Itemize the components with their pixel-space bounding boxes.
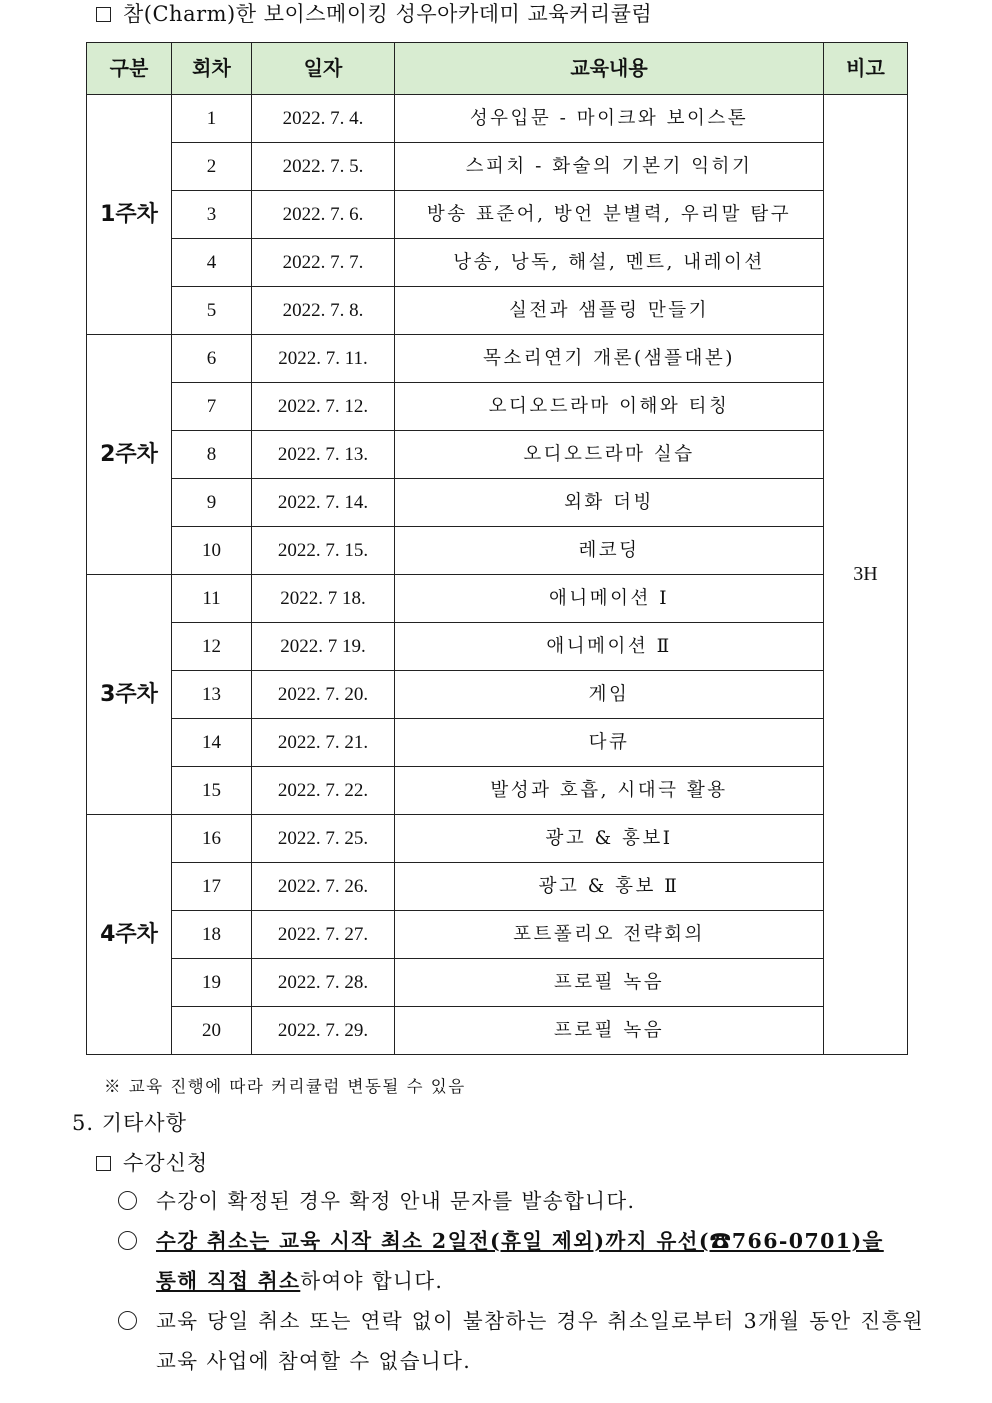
table-row — [87, 959, 908, 1007]
table-row — [87, 623, 908, 671]
session-content: 방송 표준어, 방언 분별력, 우리말 탐구 — [395, 191, 824, 239]
table-row — [87, 575, 908, 623]
session-date: 2022. 7. 14. — [252, 479, 395, 527]
session-number: 3 — [172, 191, 252, 239]
session-number: 4 — [172, 239, 252, 287]
session-number: 19 — [172, 959, 252, 1007]
cancel-policy-emphasis: 수강 취소는 교육 시작 최소 2일전(휴일 제외)까지 유선(☎766-0701)을 — [156, 1229, 884, 1253]
session-date: 2022. 7. 28. — [252, 959, 395, 1007]
table-row — [87, 1007, 908, 1055]
session-date: 2022. 7. 27. — [252, 911, 395, 959]
section-subtitle — [96, 1148, 208, 1178]
header-date: 일자 — [252, 43, 395, 95]
session-number: 17 — [172, 863, 252, 911]
session-content: 실전과 샘플링 만들기 — [395, 287, 824, 335]
session-content: 게임 — [395, 671, 824, 719]
table-row — [87, 911, 908, 959]
table-row — [87, 191, 908, 239]
table-row — [87, 671, 908, 719]
session-date: 2022. 7. 20. — [252, 671, 395, 719]
session-content: 프로필 녹음 — [395, 1007, 824, 1055]
curriculum-footnote: ※ 교육 진행에 따라 커리큘럼 변동될 수 있음 — [104, 1077, 466, 1096]
header-category: 구분 — [87, 43, 172, 95]
session-number: 5 — [172, 287, 252, 335]
session-number: 13 — [172, 671, 252, 719]
session-number: 9 — [172, 479, 252, 527]
session-number: 15 — [172, 767, 252, 815]
session-date: 2022. 7 19. — [252, 623, 395, 671]
table-row — [87, 815, 908, 863]
session-date: 2022. 7. 12. — [252, 383, 395, 431]
circle-bullet-icon — [118, 1311, 137, 1330]
session-content: 오디오드라마 실습 — [395, 431, 824, 479]
session-content: 낭송, 낭독, 해설, 멘트, 내레이션 — [395, 239, 824, 287]
table-row — [87, 719, 908, 767]
notice-text — [156, 1221, 924, 1301]
circle-bullet-icon — [118, 1231, 137, 1250]
remarks-cell: 3H — [824, 95, 908, 1055]
table-header-row — [87, 43, 908, 95]
session-date: 2022. 7. 21. — [252, 719, 395, 767]
session-date: 2022. 7. 4. — [252, 95, 395, 143]
session-number: 7 — [172, 383, 252, 431]
session-number: 16 — [172, 815, 252, 863]
session-content: 애니메이션 Ⅰ — [395, 575, 824, 623]
notice-text: 수강이 확정된 경우 확정 안내 문자를 발송합니다. — [156, 1189, 636, 1213]
square-bullet-icon — [96, 7, 111, 22]
session-date: 2022. 7. 25. — [252, 815, 395, 863]
session-content: 포트폴리오 전략회의 — [395, 911, 824, 959]
table-row — [87, 239, 908, 287]
session-content: 목소리연기 개론(샘플대본) — [395, 335, 824, 383]
circle-bullet-icon — [118, 1191, 137, 1210]
table-row — [87, 143, 908, 191]
header-session: 회차 — [172, 43, 252, 95]
week-label: 4주차 — [87, 815, 172, 1055]
notice-text: 교육 당일 취소 또는 연락 없이 불참하는 경우 취소일로부터 3개월 동안 진흥원 교육 사업에 참여할 수 없습니다. — [156, 1309, 924, 1373]
session-date: 2022. 7. 22. — [252, 767, 395, 815]
session-date: 2022. 7. 11. — [252, 335, 395, 383]
session-content: 광고 & 홍보 Ⅱ — [395, 863, 824, 911]
session-number: 10 — [172, 527, 252, 575]
session-number: 18 — [172, 911, 252, 959]
week-label: 3주차 — [87, 575, 172, 815]
week-label: 2주차 — [87, 335, 172, 575]
session-date: 2022. 7. 29. — [252, 1007, 395, 1055]
cancel-policy-rest: 하여야 합니다. — [300, 1269, 444, 1293]
table-row — [87, 287, 908, 335]
session-date: 2022. 7. 6. — [252, 191, 395, 239]
session-date: 2022. 7. 8. — [252, 287, 395, 335]
table-row — [87, 767, 908, 815]
table-row — [87, 431, 908, 479]
session-date: 2022. 7. 7. — [252, 239, 395, 287]
session-content: 오디오드라마 이해와 티칭 — [395, 383, 824, 431]
table-body — [87, 95, 908, 1055]
session-number: 14 — [172, 719, 252, 767]
section-subtitle-text: 수강신청 — [123, 1151, 209, 1175]
curriculum-heading-text: 참(Charm)한 보이스메이킹 성우아카데미 교육커리큘럼 — [123, 2, 653, 26]
table-row — [87, 335, 908, 383]
session-number: 12 — [172, 623, 252, 671]
cancel-policy-emphasis: 통해 직접 취소 — [156, 1269, 301, 1293]
curriculum-table — [86, 42, 908, 1055]
session-date: 2022. 7 18. — [252, 575, 395, 623]
session-content: 다큐 — [395, 719, 824, 767]
session-date: 2022. 7. 13. — [252, 431, 395, 479]
session-date: 2022. 7. 15. — [252, 527, 395, 575]
week-label: 1주차 — [87, 95, 172, 335]
session-content: 스피치 - 화술의 기본기 익히기 — [395, 143, 824, 191]
session-content: 성우입문 - 마이크와 보이스톤 — [395, 95, 824, 143]
session-number: 6 — [172, 335, 252, 383]
square-bullet-icon — [96, 1156, 111, 1171]
session-content: 프로필 녹음 — [395, 959, 824, 1007]
session-number: 20 — [172, 1007, 252, 1055]
curriculum-heading — [96, 0, 652, 28]
table-row — [87, 863, 908, 911]
session-content: 외화 더빙 — [395, 479, 824, 527]
session-content: 레코딩 — [395, 527, 824, 575]
session-number: 8 — [172, 431, 252, 479]
table-row — [87, 383, 908, 431]
session-number: 2 — [172, 143, 252, 191]
table-row — [87, 479, 908, 527]
header-content: 교육내용 — [395, 43, 824, 95]
session-number: 1 — [172, 95, 252, 143]
header-note: 비고 — [824, 43, 908, 95]
session-content: 광고 & 홍보Ⅰ — [395, 815, 824, 863]
session-date: 2022. 7. 5. — [252, 143, 395, 191]
session-content: 발성과 호흡, 시대극 활용 — [395, 767, 824, 815]
session-number: 11 — [172, 575, 252, 623]
session-date: 2022. 7. 26. — [252, 863, 395, 911]
section-title: 5. 기타사항 — [72, 1111, 187, 1135]
table-row — [87, 527, 908, 575]
session-content: 애니메이션 Ⅱ — [395, 623, 824, 671]
table-row — [87, 95, 908, 143]
